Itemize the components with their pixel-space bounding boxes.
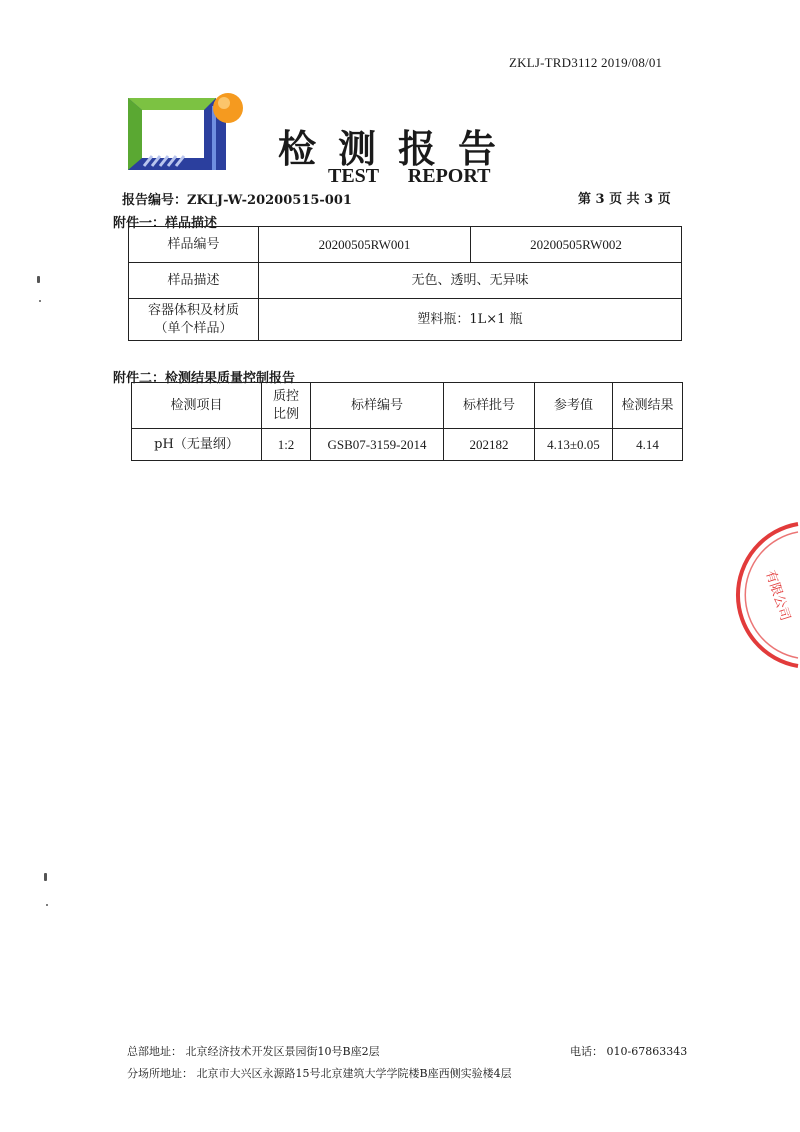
annex1-title: 附件一：样品描述 [113, 216, 218, 231]
seal-text: 有限公司 [762, 568, 793, 623]
annex2-title: 附件二：检测结果质量控制报告 [113, 371, 296, 386]
header-result: 检测结果 [613, 383, 683, 429]
container-label-line2: （单个样品） [154, 320, 233, 336]
scan-speck [46, 904, 48, 906]
header-ratio-line1: 质控 [272, 388, 299, 404]
report-number: 报告编号：ZKLJ-W-20200515-001 [122, 193, 352, 208]
qc-report-table [131, 382, 683, 461]
table-row [132, 429, 683, 461]
hq-address: 总部地址： 北京经济技术开发区景园街10号B座2层 [127, 1045, 380, 1058]
sample-no-label: 样品编号 [129, 227, 259, 263]
table-row [129, 263, 682, 299]
cell-item: pH（无量纲） [132, 429, 262, 461]
header-batch: 标样批号 [444, 383, 535, 429]
table-row [132, 383, 683, 429]
scan-speck [44, 873, 47, 881]
container-value: 塑料瓶：1L×1 瓶 [259, 299, 682, 341]
report-title-cn: 检测报告 [278, 126, 519, 171]
header-item: 检测项目 [132, 383, 262, 429]
cell-std-no: GSB07-3159-2014 [311, 429, 444, 461]
header-ref: 参考值 [535, 383, 613, 429]
scan-speck [37, 276, 40, 283]
branch-address: 分场所地址： 北京市大兴区永源路15号北京建筑大学学院楼B座西侧实验楼4层 [127, 1067, 512, 1080]
sample-desc-value: 无色、透明、无异味 [259, 263, 682, 299]
company-logo [128, 92, 248, 172]
company-seal-stamp [720, 520, 800, 670]
sample-no-2: 20200505RW002 [471, 227, 682, 263]
scan-speck [39, 300, 41, 302]
header-ratio [262, 383, 311, 429]
container-label-line1: 容器体积及材质 [147, 302, 239, 318]
table-row [129, 227, 682, 263]
cell-ratio: 1:2 [262, 429, 311, 461]
document-code: ZKLJ-TRD3112 2019/08/01 [509, 55, 663, 70]
cell-result: 4.14 [613, 429, 683, 461]
header-ratio-line2: 比例 [272, 406, 299, 422]
cell-ref: 4.13±0.05 [535, 429, 613, 461]
sample-desc-label: 样品描述 [129, 263, 259, 299]
header-std-no: 标样编号 [311, 383, 444, 429]
sample-description-table [128, 226, 682, 341]
sample-no-1: 20200505RW001 [259, 227, 471, 263]
phone-number: 电话： 010-67863343 [570, 1045, 688, 1058]
report-title-en: TEST REPORT [328, 165, 491, 187]
page-indicator: 第 3 页 共 3 页 [578, 192, 671, 207]
table-row [129, 299, 682, 341]
cell-batch: 202182 [444, 429, 535, 461]
container-label [129, 299, 259, 341]
